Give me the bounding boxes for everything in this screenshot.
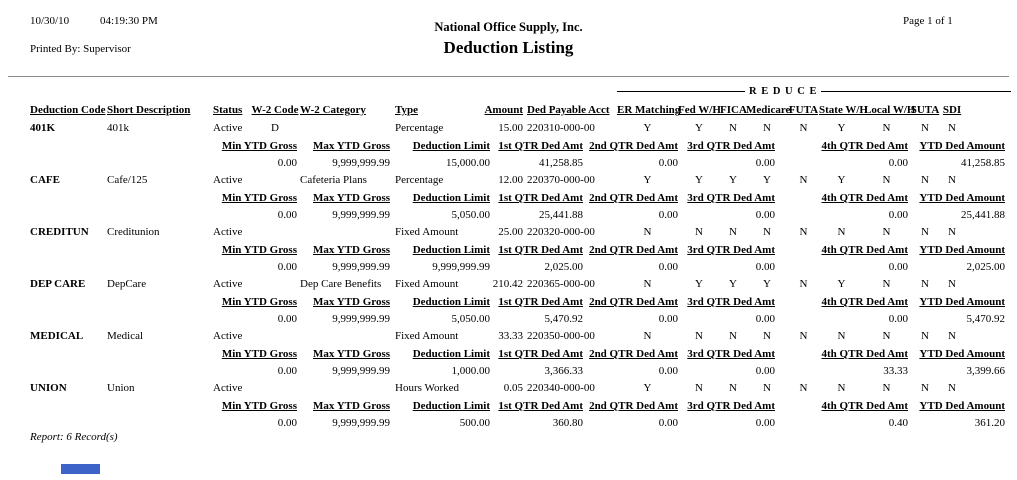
- header-divider: [8, 76, 1009, 77]
- flag-sdi: N: [948, 122, 956, 134]
- q1-ded-amt: 360.80: [552, 417, 583, 429]
- record-subvalues-row: [30, 157, 1010, 170]
- q4-ded-amt: 33.33: [883, 365, 908, 377]
- amount-value: 0.05: [503, 382, 523, 394]
- flag-medicare: Y: [763, 174, 771, 186]
- type-value: Percentage: [395, 122, 444, 134]
- flag-suta: N: [921, 330, 929, 342]
- status-value: Active: [213, 330, 243, 342]
- type-value: Hours Worked: [395, 382, 459, 394]
- sub-col-q2: 2nd QTR Ded Amt: [589, 400, 678, 412]
- min-ytd-gross: 0.00: [277, 417, 297, 429]
- deduction-code: UNION: [30, 382, 67, 394]
- sub-col-ded-limit: Deduction Limit: [412, 296, 490, 308]
- col-medicare: Medicare: [746, 104, 791, 116]
- flag-er-matching: Y: [643, 122, 652, 134]
- record-main-row: [30, 226, 1010, 239]
- sub-col-q1: 1st QTR Ded Amt: [498, 400, 583, 412]
- q3-ded-amt: 0.00: [755, 157, 775, 169]
- w2-code-value: [250, 174, 300, 187]
- record-subheader-row: [30, 244, 1010, 257]
- sub-col-min-ytd: Min YTD Gross: [221, 400, 297, 412]
- sub-col-q1: 1st QTR Ded Amt: [498, 348, 583, 360]
- sub-col-q1: 1st QTR Ded Amt: [498, 140, 583, 152]
- flag-suta: N: [921, 122, 929, 134]
- sub-col-max-ytd: Max YTD Gross: [313, 348, 390, 360]
- deduction-limit: 5,050.00: [451, 209, 490, 221]
- page-title: Deduction Listing: [443, 38, 574, 57]
- amount-value: 25.00: [498, 226, 523, 238]
- flag-medicare: N: [763, 382, 771, 394]
- flag-fed-wh: Y: [695, 122, 703, 134]
- record-block: [30, 382, 1010, 430]
- q2-ded-amt: 0.00: [658, 209, 678, 221]
- flag-fica: Y: [729, 174, 737, 186]
- page-number: Page 1 of 1: [903, 15, 953, 27]
- deduction-limit: 15,000.00: [446, 157, 490, 169]
- q2-ded-amt: 0.00: [658, 417, 678, 429]
- w2-code-value: [250, 382, 300, 395]
- q2-ded-amt: 0.00: [658, 313, 678, 325]
- sub-col-q1: 1st QTR Ded Amt: [498, 244, 583, 256]
- w2-category-value: [300, 122, 395, 135]
- col-suta: SUTA: [910, 104, 940, 116]
- col-fica: FICA: [720, 104, 747, 116]
- sub-col-q1: 1st QTR Ded Amt: [498, 192, 583, 204]
- ded-payable-acct-value: 220320-000-00: [527, 226, 595, 238]
- flag-local-wh: N: [882, 330, 891, 342]
- col-local-wh: Local W/H: [864, 104, 916, 116]
- deduction-limit: 5,050.00: [451, 313, 490, 325]
- sub-col-max-ytd: Max YTD Gross: [313, 192, 390, 204]
- record-subvalues-row: [30, 261, 1010, 274]
- short-description: Creditunion: [107, 226, 160, 238]
- min-ytd-gross: 0.00: [277, 157, 297, 169]
- ded-payable-acct-value: 220370-000-00: [527, 174, 595, 186]
- w2-code-value: [250, 330, 300, 343]
- sub-col-q4: 4th QTR Ded Amt: [821, 348, 908, 360]
- q2-ded-amt: 0.00: [658, 157, 678, 169]
- sub-col-min-ytd: Min YTD Gross: [221, 244, 297, 256]
- w2-code-value: [250, 226, 300, 239]
- deduction-code: 401K: [30, 122, 56, 134]
- ytd-ded-amount: 3,399.66: [966, 365, 1005, 377]
- sub-col-max-ytd: Max YTD Gross: [313, 140, 390, 152]
- q1-ded-amt: 2,025.00: [544, 261, 583, 273]
- company-name: National Office Supply, Inc.: [434, 20, 583, 34]
- flag-er-matching: N: [643, 226, 652, 238]
- record-main-row: [30, 174, 1010, 187]
- q1-ded-amt: 5,470.92: [544, 313, 583, 325]
- flag-futa: N: [799, 226, 808, 238]
- deduction-code: CAFE: [30, 174, 60, 186]
- w2-category-value: Dep Care Benefits: [300, 278, 382, 290]
- q4-ded-amt: 0.40: [888, 417, 908, 429]
- deduction-code: CREDITUN: [30, 226, 89, 238]
- short-description: DepCare: [107, 278, 147, 290]
- max-ytd-gross: 9,999,999.99: [332, 365, 390, 377]
- sub-col-q2: 2nd QTR Ded Amt: [589, 244, 678, 256]
- min-ytd-gross: 0.00: [277, 209, 297, 221]
- flag-fed-wh: N: [695, 382, 703, 394]
- sub-col-q4: 4th QTR Ded Amt: [821, 192, 908, 204]
- max-ytd-gross: 9,999,999.99: [332, 417, 390, 429]
- deduction-limit: 1,000.00: [451, 365, 490, 377]
- w2-code-value: D: [271, 122, 279, 134]
- sub-col-ded-limit: Deduction Limit: [412, 192, 490, 204]
- ytd-ded-amount: 5,470.92: [966, 313, 1005, 325]
- sub-col-q3: 3rd QTR Ded Amt: [687, 400, 775, 412]
- flag-futa: N: [799, 122, 808, 134]
- flag-local-wh: N: [882, 174, 891, 186]
- record-count-summary: Report: 6 Record(s): [30, 431, 118, 443]
- sub-col-q4: 4th QTR Ded Amt: [821, 244, 908, 256]
- deduction-code: MEDICAL: [30, 330, 84, 342]
- record-block: [30, 226, 1010, 274]
- col-deduction-code: Deduction Code: [30, 104, 106, 116]
- sub-col-q4: 4th QTR Ded Amt: [821, 296, 908, 308]
- sub-col-max-ytd: Max YTD Gross: [313, 400, 390, 412]
- flag-medicare: N: [763, 330, 771, 342]
- flag-er-matching: Y: [643, 174, 652, 186]
- w2-category-value: [300, 382, 395, 395]
- q1-ded-amt: 3,366.33: [544, 365, 583, 377]
- col-status: Status: [213, 104, 243, 116]
- ytd-ded-amount: 25,441.88: [961, 209, 1005, 221]
- col-type: Type: [395, 104, 419, 116]
- flag-sdi: N: [948, 226, 956, 238]
- flag-state-wh: Y: [837, 278, 846, 290]
- flag-sdi: N: [948, 382, 956, 394]
- w2-code-value: [250, 278, 300, 291]
- sub-col-ytd: YTD Ded Amount: [919, 244, 1005, 256]
- short-description: Cafe/125: [107, 174, 148, 186]
- sub-col-ded-limit: Deduction Limit: [412, 348, 490, 360]
- flag-local-wh: N: [882, 226, 891, 238]
- record-block: [30, 174, 1010, 222]
- record-subheader-row: [30, 348, 1010, 361]
- w2-category-value: [300, 330, 395, 343]
- q3-ded-amt: 0.00: [755, 209, 775, 221]
- sub-col-ded-limit: Deduction Limit: [412, 244, 490, 256]
- amount-value: 210.42: [492, 278, 523, 290]
- flag-futa: N: [799, 174, 808, 186]
- flag-fed-wh: N: [695, 226, 703, 238]
- sub-col-ytd: YTD Ded Amount: [919, 140, 1005, 152]
- record-subheader-row: [30, 400, 1010, 413]
- flag-fed-wh: N: [695, 330, 703, 342]
- sub-col-min-ytd: Min YTD Gross: [221, 192, 297, 204]
- sub-col-q2: 2nd QTR Ded Amt: [589, 192, 678, 204]
- flag-local-wh: N: [882, 278, 891, 290]
- flag-futa: N: [799, 330, 808, 342]
- type-value: Fixed Amount: [395, 330, 459, 342]
- ytd-ded-amount: 2,025.00: [966, 261, 1005, 273]
- flag-fica: N: [729, 122, 737, 134]
- col-ded-payable-acct: Ded Payable Acct: [527, 104, 610, 116]
- min-ytd-gross: 0.00: [277, 261, 297, 273]
- flag-state-wh: N: [837, 330, 846, 342]
- record-subvalues-row: [30, 313, 1010, 326]
- col-w2-code: W-2 Code: [251, 104, 299, 116]
- flag-fica: N: [729, 226, 737, 238]
- sub-col-q2: 2nd QTR Ded Amt: [589, 296, 678, 308]
- q2-ded-amt: 0.00: [658, 365, 678, 377]
- ytd-ded-amount: 361.20: [974, 417, 1005, 429]
- sub-col-q3: 3rd QTR Ded Amt: [687, 140, 775, 152]
- sub-col-q4: 4th QTR Ded Amt: [821, 400, 908, 412]
- amount-value: 33.33: [498, 330, 523, 342]
- type-value: Fixed Amount: [395, 278, 459, 290]
- amount-value: 15.00: [498, 122, 523, 134]
- flag-local-wh: N: [882, 122, 891, 134]
- record-main-row: [30, 330, 1010, 343]
- record-subheader-row: [30, 140, 1010, 153]
- col-sdi: SDI: [942, 104, 962, 116]
- sub-col-q2: 2nd QTR Ded Amt: [589, 140, 678, 152]
- short-description: 401k: [107, 122, 129, 134]
- short-description: Union: [107, 382, 135, 394]
- sub-col-q3: 3rd QTR Ded Amt: [687, 348, 775, 360]
- status-value: Active: [213, 382, 243, 394]
- q3-ded-amt: 0.00: [755, 313, 775, 325]
- sub-col-ded-limit: Deduction Limit: [412, 400, 490, 412]
- col-fed-wh: Fed W/H: [678, 104, 721, 116]
- short-description: Medical: [107, 330, 144, 342]
- flag-local-wh: N: [882, 382, 891, 394]
- sub-col-ytd: YTD Ded Amount: [919, 348, 1005, 360]
- flag-sdi: N: [948, 330, 956, 342]
- flag-fica: Y: [729, 278, 737, 290]
- reduce-label: R E D U C E: [749, 85, 818, 97]
- q4-ded-amt: 0.00: [888, 209, 908, 221]
- printed-by: Printed By: Supervisor: [30, 43, 131, 55]
- sub-col-q1: 1st QTR Ded Amt: [498, 296, 583, 308]
- sub-col-min-ytd: Min YTD Gross: [221, 348, 297, 360]
- flag-state-wh: N: [837, 226, 846, 238]
- sub-col-q3: 3rd QTR Ded Amt: [687, 296, 775, 308]
- print-date: 10/30/10: [30, 15, 70, 27]
- max-ytd-gross: 9,999,999.99: [332, 209, 390, 221]
- flag-futa: N: [799, 278, 808, 290]
- col-er-matching: ER Matching: [617, 104, 681, 116]
- ded-payable-acct-value: 220350-000-00: [527, 330, 595, 342]
- ded-payable-acct-value: 220340-000-00: [527, 382, 595, 394]
- q1-ded-amt: 25,441.88: [539, 209, 583, 221]
- flag-state-wh: Y: [837, 174, 846, 186]
- flag-suta: N: [921, 226, 929, 238]
- q1-ded-amt: 41,258.85: [539, 157, 583, 169]
- type-value: Percentage: [395, 174, 444, 186]
- q3-ded-amt: 0.00: [755, 261, 775, 273]
- record-main-row: [30, 122, 1010, 135]
- record-block: [30, 278, 1010, 326]
- flag-fed-wh: Y: [695, 278, 703, 290]
- print-time: 04:19:30 PM: [100, 15, 158, 27]
- w2-category-value: [300, 226, 395, 239]
- sub-col-min-ytd: Min YTD Gross: [221, 296, 297, 308]
- q3-ded-amt: 0.00: [755, 365, 775, 377]
- amount-value: 12.00: [498, 174, 523, 186]
- flag-sdi: N: [948, 278, 956, 290]
- column-header-row: [30, 104, 963, 117]
- flag-suta: N: [921, 174, 929, 186]
- q4-ded-amt: 0.00: [888, 313, 908, 325]
- flag-state-wh: N: [837, 382, 846, 394]
- reduce-left-line: [617, 91, 745, 92]
- q2-ded-amt: 0.00: [658, 261, 678, 273]
- flag-fica: N: [729, 330, 737, 342]
- sub-col-max-ytd: Max YTD Gross: [313, 244, 390, 256]
- record-subheader-row: [30, 296, 1010, 309]
- flag-state-wh: Y: [837, 122, 846, 134]
- flag-fica: N: [729, 382, 737, 394]
- sub-col-min-ytd: Min YTD Gross: [221, 140, 297, 152]
- type-value: Fixed Amount: [395, 226, 459, 238]
- record-subvalues-row: [30, 365, 1010, 378]
- col-amount: Amount: [484, 104, 523, 116]
- flag-suta: N: [921, 278, 929, 290]
- deduction-limit: 9,999,999.99: [432, 261, 490, 273]
- deduction-code: DEP CARE: [30, 278, 86, 290]
- col-short-description: Short Description: [107, 104, 191, 116]
- status-value: Active: [213, 226, 243, 238]
- flag-suta: N: [921, 382, 929, 394]
- ded-payable-acct-value: 220310-000-00: [527, 122, 595, 134]
- min-ytd-gross: 0.00: [277, 313, 297, 325]
- max-ytd-gross: 9,999,999.99: [332, 261, 390, 273]
- sub-col-ded-limit: Deduction Limit: [412, 140, 490, 152]
- sub-col-q2: 2nd QTR Ded Amt: [589, 348, 678, 360]
- sub-col-ytd: YTD Ded Amount: [919, 192, 1005, 204]
- status-value: Active: [213, 174, 243, 186]
- sub-col-ytd: YTD Ded Amount: [919, 400, 1005, 412]
- max-ytd-gross: 9,999,999.99: [332, 157, 390, 169]
- record-subvalues-row: [30, 209, 1010, 222]
- deduction-limit: 500.00: [459, 417, 490, 429]
- col-state-wh: State W/H: [819, 104, 868, 116]
- col-w2-category: W-2 Category: [300, 104, 366, 116]
- flag-er-matching: Y: [643, 382, 652, 394]
- flag-er-matching: N: [643, 330, 652, 342]
- flag-sdi: N: [948, 174, 956, 186]
- flag-fed-wh: Y: [695, 174, 703, 186]
- flag-medicare: N: [763, 226, 771, 238]
- q4-ded-amt: 0.00: [888, 261, 908, 273]
- status-value: Active: [213, 278, 243, 290]
- record-subheader-row: [30, 192, 1010, 205]
- min-ytd-gross: 0.00: [277, 365, 297, 377]
- reduce-group-header: [617, 85, 1011, 97]
- w2-category-value: Cafeteria Plans: [300, 174, 367, 186]
- flag-futa: N: [799, 382, 808, 394]
- sub-col-ytd: YTD Ded Amount: [919, 296, 1005, 308]
- q3-ded-amt: 0.00: [755, 417, 775, 429]
- status-value: Active: [213, 122, 243, 134]
- reduce-right-line: [821, 91, 1011, 92]
- flag-medicare: Y: [763, 278, 771, 290]
- ytd-ded-amount: 41,258.85: [961, 157, 1005, 169]
- record-main-row: [30, 382, 1010, 395]
- sub-col-q3: 3rd QTR Ded Amt: [687, 192, 775, 204]
- sub-col-q4: 4th QTR Ded Amt: [821, 140, 908, 152]
- record-subvalues-row: [30, 417, 1010, 430]
- flag-medicare: N: [763, 122, 771, 134]
- ded-payable-acct-value: 220365-000-00: [527, 278, 595, 290]
- record-main-row: [30, 278, 1010, 291]
- horizontal-scrollbar-thumb[interactable]: [61, 464, 100, 474]
- sub-col-max-ytd: Max YTD Gross: [313, 296, 390, 308]
- q4-ded-amt: 0.00: [888, 157, 908, 169]
- record-block: [30, 122, 1010, 170]
- record-block: [30, 330, 1010, 378]
- max-ytd-gross: 9,999,999.99: [332, 313, 390, 325]
- flag-er-matching: N: [643, 278, 652, 290]
- sub-col-q3: 3rd QTR Ded Amt: [687, 244, 775, 256]
- col-futa: FUTA: [788, 104, 819, 116]
